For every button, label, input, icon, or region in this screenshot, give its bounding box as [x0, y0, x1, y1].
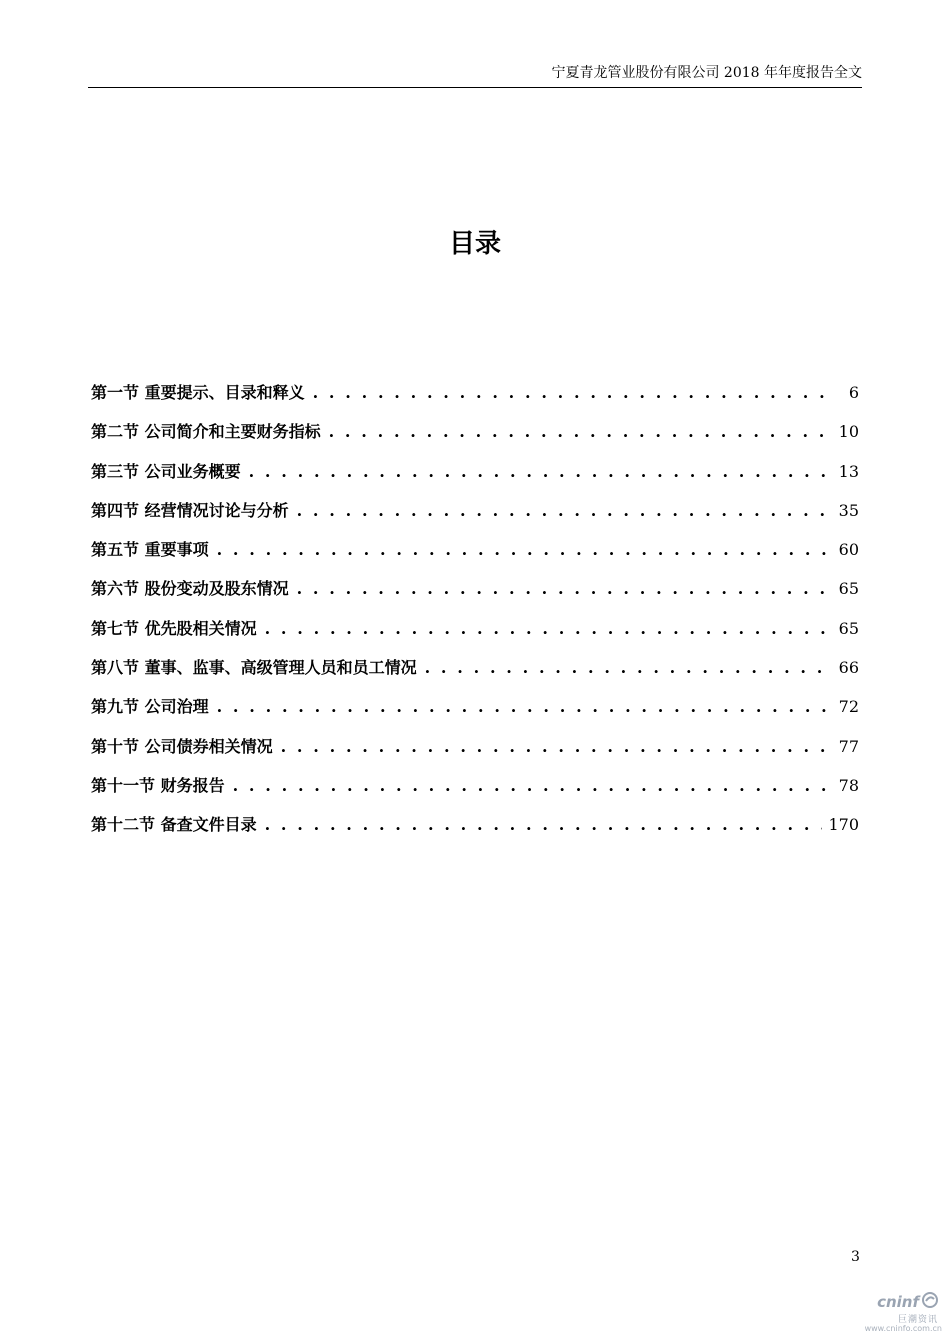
toc-entry-label: 第七节 优先股相关情况 [91, 618, 257, 638]
cninfo-watermark [850, 1292, 942, 1336]
toc-entry-page: 77 [838, 736, 859, 756]
watermark-logo [877, 1292, 938, 1312]
toc-entry-11[interactable] [91, 773, 859, 812]
watermark-url: www.cninfo.com.cn [864, 1324, 942, 1333]
toc-dot-leader [249, 459, 833, 485]
toc-entry-label: 第一节 重要提示、目录和释义 [91, 383, 305, 402]
toc-dot-leader [313, 380, 833, 406]
header-title: 宁夏青龙管业股份有限公司 2018 年年度报告全文 [551, 65, 862, 81]
toc-entry-label: 第十一节 财务报告 [91, 775, 225, 795]
toc-entry-label: 第十节 公司债券相关情况 [91, 736, 273, 756]
toc-entry-9[interactable] [91, 694, 859, 733]
cninfo-logo-icon [922, 1292, 938, 1312]
toc-entry-label: 第四节 经营情况讨论与分析 [91, 500, 289, 520]
toc-entry-4[interactable] [91, 498, 859, 537]
toc-dot-leader [329, 419, 833, 445]
toc-dot-leader [265, 616, 833, 642]
toc-entry-7[interactable] [91, 616, 859, 655]
toc-dot-leader [425, 655, 833, 681]
toc-dot-leader [217, 694, 833, 720]
toc-entry-12[interactable] [91, 812, 859, 851]
toc-entry-page: 65 [838, 579, 859, 599]
toc-entry-page: 35 [838, 500, 859, 520]
toc-entry-label: 第六节 股份变动及股东情况 [91, 579, 289, 599]
watermark-brand: cninf [877, 1293, 919, 1311]
toc-entry-10[interactable] [91, 734, 859, 773]
toc-entry-page: 6 [848, 383, 859, 402]
header-divider [88, 87, 862, 88]
toc-entry-page: 72 [838, 697, 859, 717]
table-of-contents [91, 380, 859, 852]
toc-entry-1[interactable] [91, 380, 859, 419]
toc-dot-leader [297, 576, 833, 602]
toc-dot-leader [265, 812, 823, 838]
toc-entry-label: 第九节 公司治理 [91, 697, 209, 717]
toc-entry-8[interactable] [91, 655, 859, 694]
toc-entry-label: 第三节 公司业务概要 [91, 461, 241, 481]
toc-entry-page: 66 [838, 658, 859, 678]
toc-entry-page: 13 [838, 461, 859, 481]
toc-entry-label: 第五节 重要事项 [91, 540, 209, 560]
toc-entry-label: 第八节 董事、监事、高级管理人员和员工情况 [91, 658, 417, 678]
toc-entry-3[interactable] [91, 459, 859, 498]
page-number: 3 [851, 1249, 860, 1265]
toc-dot-leader [217, 537, 833, 563]
toc-entry-label: 第二节 公司简介和主要财务指标 [91, 422, 321, 442]
toc-entry-page: 10 [838, 422, 859, 442]
toc-dot-leader [297, 498, 833, 524]
toc-entry-page: 78 [838, 775, 859, 795]
toc-entry-page: 170 [828, 815, 859, 835]
toc-entry-6[interactable] [91, 576, 859, 615]
toc-entry-page: 60 [838, 540, 859, 560]
toc-dot-leader [281, 734, 833, 760]
page-title: 目录 [448, 229, 501, 259]
toc-entry-label: 第十二节 备查文件目录 [91, 815, 257, 835]
watermark-subtitle: 巨潮资讯 [897, 1315, 938, 1325]
toc-dot-leader [233, 773, 833, 799]
toc-entry-2[interactable] [91, 419, 859, 458]
toc-entry-page: 65 [838, 618, 859, 638]
toc-entry-5[interactable] [91, 537, 859, 576]
